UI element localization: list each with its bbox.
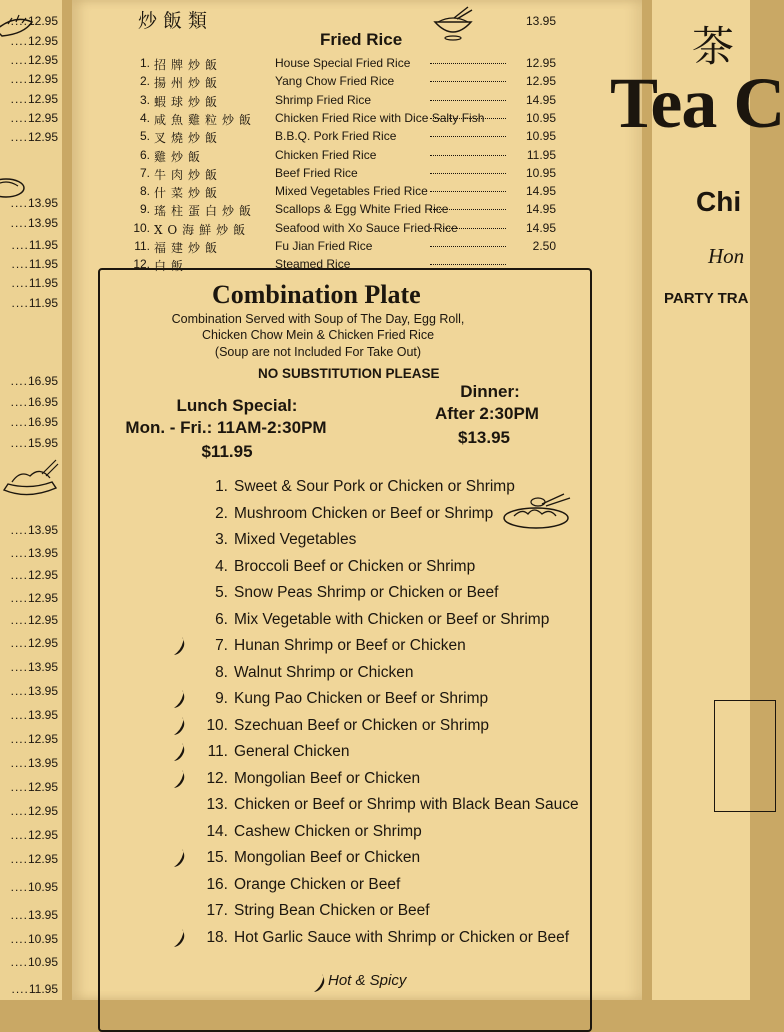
dinner-price: $13.95 [458,428,510,447]
price-value: 13.95 [27,756,58,770]
leader-dots: .... [10,684,28,698]
dinner-hours: After 2:30PM [435,404,539,423]
price-fragment [11,130,58,144]
price-value: 12.95 [27,852,58,866]
no-substitution-note: NO SUBSTITUTION PLEASE [258,366,440,381]
leader-dots: .... [11,296,29,310]
cover-line3: Hon [708,244,745,268]
leader-dots: .... [10,53,28,67]
leader-dots: .... [10,804,28,818]
combination-item [202,664,413,682]
combination-item [202,611,549,629]
combination-item-name: Mushroom Chicken or Beef or Shrimp [234,504,494,522]
leader-dots [430,81,506,82]
price-fragment [11,804,58,818]
price-value: 12.95 [27,34,58,48]
price-value: 11.95 [28,257,58,271]
price-fragment [11,852,58,866]
price-fragment [11,546,58,560]
combination-item-name: Snow Peas Shrimp or Chicken or Beef [234,584,499,601]
combination-item-number: 16. [206,875,228,893]
fried-rice-name: Chicken Fried Rice [275,147,377,162]
combination-item [202,558,475,576]
combination-title: Combination Plate [212,280,421,309]
leader-dots: .... [10,92,28,106]
chili-pepper-icon [172,847,188,869]
combination-item-number: 5. [215,584,228,601]
chili-pepper-icon [172,741,188,763]
combination-item [202,876,400,894]
price-value: 12.95 [27,804,58,818]
fried-rice-item [130,111,556,128]
combination-item-number: 17. [206,902,228,919]
leader-dots [430,155,506,156]
combination-item [202,796,579,814]
price-value: 12.95 [27,636,58,650]
fried-rice-name: Yang Chow Fried Rice [275,74,395,89]
price-fragment [11,880,58,894]
combination-item-number: 8. [215,663,228,681]
leader-dots: .... [10,613,28,627]
leader-dots [430,100,506,101]
fried-rice-item [130,93,556,110]
price-fragment [12,238,58,252]
leader-dots: .... [10,568,28,582]
fried-rice-price: 2.50 [532,239,556,253]
combination-item-name: Chicken or Beef or Shrimp with Black Bean Sauce [234,796,579,813]
dinner-label: Dinner: [460,382,520,401]
combination-item-number: 10. [206,716,228,734]
fried-rice-num: 9. [139,202,150,217]
cover-panel [610,0,784,1000]
combination-item-name: Broccoli Beef or Chicken or Shrimp [234,557,476,575]
combination-item [202,690,488,708]
price-value: 12.95 [27,828,58,842]
fried-rice-name: B.B.Q. Pork Fried Rice [275,129,397,144]
leader-dots [430,136,506,137]
combination-item-number: 4. [215,557,228,575]
price-value: 12.95 [27,53,58,67]
combination-item-number: 7. [215,637,228,654]
leader-dots [430,264,506,265]
plate-dish-icon [502,490,574,532]
dish-illustration-icon [2,454,58,502]
leader-dots [430,191,506,192]
chili-pepper-icon [172,768,188,790]
price-fragment [11,613,58,627]
fried-rice-price: 10.95 [525,165,556,180]
combination-item-number: 11. [207,743,228,760]
leader-dots: .... [10,415,28,429]
fried-rice-item [130,239,556,256]
price-value: 13.95 [27,523,58,537]
fried-rice-cn: 雞炒飯 [154,149,206,164]
chili-pepper-icon [172,635,188,657]
chili-pepper-icon [172,715,188,737]
fried-rice-cn: 咸魚雞粒炒飯 [154,112,257,127]
leader-dots: .... [10,111,28,125]
combination-item-name: Szechuan Beef or Chicken or Shrimp [234,716,490,734]
combination-item [202,929,569,947]
price-value: 16.95 [27,415,58,429]
cover-title: Tea C [610,63,784,143]
fried-rice-cn: 叉燒炒飯 [154,131,223,146]
combination-item-name: Sweet & Sour Pork or Chicken or Shrimp [234,478,515,495]
combination-item-name: Hunan Shrimp or Beef or Chicken [234,637,466,654]
price-fragment [11,908,58,922]
price-fragment [11,708,58,722]
lunch-hours: Mon. - Fri.: 11AM-2:30PM [125,418,327,437]
price-fragment [11,756,58,770]
price-value: 10.95 [27,955,58,969]
leader-dots: .... [10,216,28,230]
fried-rice-num: 2. [139,74,150,89]
chili-pepper-icon [172,688,188,710]
fried-rice-price: 14.95 [525,202,556,217]
price-value: 15.95 [27,436,58,450]
price-fragment [11,14,58,28]
fried-rice-item [130,221,556,238]
price-fragment [11,415,58,429]
fried-rice-title-cn: 炒飯類 [138,10,214,32]
cover-party-trays: PARTY TRA [664,290,749,307]
price-value: 13.95 [27,216,58,230]
combination-item [202,902,430,920]
fried-rice-name: Scallops & Egg White Fried Rice [275,202,449,217]
leader-dots: .... [10,591,28,605]
combination-item-name: Cashew Chicken or Shrimp [234,822,422,840]
price-value: 11.95 [28,238,58,252]
fried-rice-cn: XO海鮮炒飯 [154,222,251,237]
fried-rice-num: 12. [133,257,150,272]
price-value: 16.95 [27,395,58,409]
leader-dots: .... [10,880,28,894]
cover-chinese-title: 茶 [692,22,735,71]
combination-desc-line3: (Soup are not Included For Take Out) [214,345,422,359]
price-fragment [11,955,58,969]
fried-rice-price: 14.95 [525,220,556,235]
left-menu-panel [0,0,62,1000]
combination-item-number: 15. [206,849,228,866]
fried-rice-name: Fu Jian Fried Rice [275,239,373,253]
fried-rice-num: 4. [139,110,150,125]
combination-item [202,770,420,788]
price-fragment [11,828,58,842]
combination-item-number: 2. [215,504,228,522]
combination-item-name: Hot Garlic Sauce with Shrimp or Chicken or Beef [234,928,570,946]
fried-rice-name: Chicken Fried Rice with Dice Salty Fish [275,110,485,125]
fried-rice-cn: 揚州炒飯 [154,76,223,91]
leader-dots: .... [10,955,28,969]
fried-rice-num: 5. [139,129,150,144]
fried-rice-item [130,202,556,219]
combination-item-name: Mongolian Beef or Chicken [234,849,421,866]
fried-rice-num: 3. [139,92,150,107]
main-menu-panel [72,0,642,1000]
price-fragment [11,395,58,409]
combination-item-number: 6. [215,610,228,628]
leader-dots: .... [10,828,28,842]
fried-rice-cn: 福建炒飯 [154,241,223,255]
price-fragment [11,636,58,650]
fried-rice-price: 14.95 [525,92,556,107]
fried-rice-cn: 牛肉炒飯 [154,167,223,182]
price-value: 13.95 [27,546,58,560]
combination-item [202,478,515,496]
lunch-price: $11.95 [201,442,253,461]
price-value: 12.95 [27,130,58,144]
fried-rice-cn: 白飯 [154,259,189,274]
price-value: 12.95 [27,732,58,746]
fried-rice-num: 10. [133,220,150,235]
fried-rice-num: 6. [139,147,150,162]
combination-item [202,717,489,735]
price-fragment [11,374,58,388]
cover-subtitle: Chi [696,186,742,217]
chili-pepper-icon [312,972,328,994]
cover-map-box [714,700,776,812]
price-fragment [11,660,58,674]
price-value: 10.95 [27,880,58,894]
leader-dots: .... [10,756,28,770]
lunch-special-label: Lunch Special: [176,396,298,415]
price-value: 12.95 [27,780,58,794]
leader-dots [430,228,506,229]
combination-item [202,584,498,602]
price-value: 12.95 [27,111,58,125]
combination-item-number: 18. [206,928,228,946]
price-value: 13.95 [27,660,58,674]
fried-rice-price: 11.95 [526,147,556,162]
fried-rice-price: 10.95 [525,110,556,125]
price-value: 10.95 [27,932,58,946]
fried-rice-price: 12.95 [525,56,556,70]
fried-rice-num: 11. [134,239,150,253]
price-value: 16.95 [27,374,58,388]
combination-item [202,505,493,523]
price-fragment [11,523,58,537]
price-fragment [11,780,58,794]
leader-dots [430,246,506,247]
fried-rice-item [130,148,556,165]
price-value: 11.95 [28,296,58,310]
leader-dots: .... [11,276,29,290]
price-fragment [11,436,58,450]
combination-item-name: General Chicken [234,743,350,760]
price-value: 12.95 [27,92,58,106]
combination-desc-line2: Chicken Chow Mein & Chicken Fried Rice [201,328,435,342]
leader-dots: .... [11,257,29,271]
combination-desc-line1: Combination Served with Soup of The Day, Egg Roll, [171,312,465,326]
leader-dots: .... [10,852,28,866]
price-value: 12.95 [27,613,58,627]
price-fragment [12,982,58,996]
price-fragment [11,34,58,48]
fried-rice-header-price: 13.95 [525,14,556,28]
price-fragment [11,216,58,230]
fried-rice-item [130,56,556,73]
leader-dots: .... [10,34,28,48]
price-fragment [11,196,58,210]
price-value: 13.95 [27,684,58,698]
combination-item-name: Walnut Shrimp or Chicken [234,663,414,681]
price-value: 13.95 [27,708,58,722]
price-value: 13.95 [27,908,58,922]
leader-dots: .... [10,436,28,450]
price-fragment [11,932,58,946]
leader-dots: .... [10,523,28,537]
price-value: 13.95 [27,196,58,210]
price-value: 12.95 [27,591,58,605]
leader-dots: .... [10,660,28,674]
price-value: 11.95 [28,276,58,290]
leader-dots: .... [10,72,28,86]
fried-rice-price: 12.95 [525,74,556,89]
chili-pepper-icon [172,927,188,949]
price-value: 12.95 [27,14,58,28]
fried-rice-title: Fried Rice [320,30,403,49]
combination-item-number: 1. [215,478,228,495]
leader-dots: .... [10,932,28,946]
leader-dots: .... [10,14,28,28]
price-fragment [11,53,58,67]
fried-rice-item [130,184,556,201]
combination-item-name: Mongolian Beef or Chicken [234,769,421,787]
fried-rice-num: 1. [139,56,150,70]
price-value: 11.95 [28,982,58,996]
fried-rice-num: 8. [139,184,150,199]
combination-item [202,849,420,867]
fried-rice-cn: 招牌炒飯 [154,58,223,72]
leader-dots: .... [11,982,29,996]
price-fragment [11,591,58,605]
leader-dots: .... [10,780,28,794]
leader-dots [430,173,506,174]
price-fragment [11,72,58,86]
combination-item [202,531,356,549]
price-fragment [12,276,58,290]
leader-dots [430,118,506,119]
leader-dots: .... [10,546,28,560]
price-fragment [12,257,58,271]
price-fragment [11,684,58,698]
fried-rice-name: Beef Fried Rice [275,165,358,180]
leader-dots [430,63,506,64]
leader-dots: .... [10,636,28,650]
fried-rice-name: Steamed Rice [275,257,351,272]
combination-item [202,637,466,655]
fried-rice-num: 7. [139,165,150,180]
leader-dots: .... [10,708,28,722]
leader-dots: .... [11,238,29,252]
combination-item-number: 9. [215,690,228,707]
combination-item-number: 3. [215,531,228,548]
combination-item-number: 12. [206,769,228,787]
fried-rice-name: House Special Fried Rice [275,56,411,70]
fried-rice-price: 10.95 [525,129,556,144]
combination-item [202,743,349,761]
leader-dots: .... [10,196,28,210]
combination-item [202,823,422,841]
fried-rice-price: 14.95 [525,184,556,199]
price-value: 12.95 [27,72,58,86]
price-fragment [12,296,58,310]
leader-dots: .... [10,130,28,144]
fried-rice-name: Shrimp Fried Rice [275,92,372,107]
combination-item-name: String Bean Chicken or Beef [234,902,430,919]
price-fragment [11,732,58,746]
leader-dots [430,209,506,210]
leader-dots: .... [10,908,28,922]
leader-dots: .... [10,732,28,746]
fried-rice-cn: 蝦球炒飯 [154,94,223,109]
leader-dots: .... [10,374,28,388]
fried-rice-item [130,129,556,146]
fried-rice-cn: 瑤柱蛋白炒飯 [154,204,257,219]
fried-rice-name: Mixed Vegetables Fried Rice [275,184,428,199]
fried-rice-name: Seafood with Xo Sauce Fried Rice [275,220,458,235]
combination-item-number: 13. [206,796,228,813]
price-fragment [11,568,58,582]
price-fragment [11,111,58,125]
combination-item-name: Mixed Vegetables [234,531,357,548]
combination-item-name: Kung Pao Chicken or Beef or Shrimp [234,690,489,707]
fried-rice-cn: 什菜炒飯 [154,186,223,201]
price-fragment [11,92,58,106]
fried-rice-item [130,74,556,91]
fried-rice-item [130,166,556,183]
combination-item-name: Mix Vegetable with Chicken or Beef or Shrimp [234,610,550,628]
leader-dots: .... [10,395,28,409]
combination-item-name: Orange Chicken or Beef [234,875,401,893]
hot-spicy-legend: Hot & Spicy [328,972,407,989]
price-value: 12.95 [27,568,58,582]
combination-item-number: 14. [206,822,228,840]
